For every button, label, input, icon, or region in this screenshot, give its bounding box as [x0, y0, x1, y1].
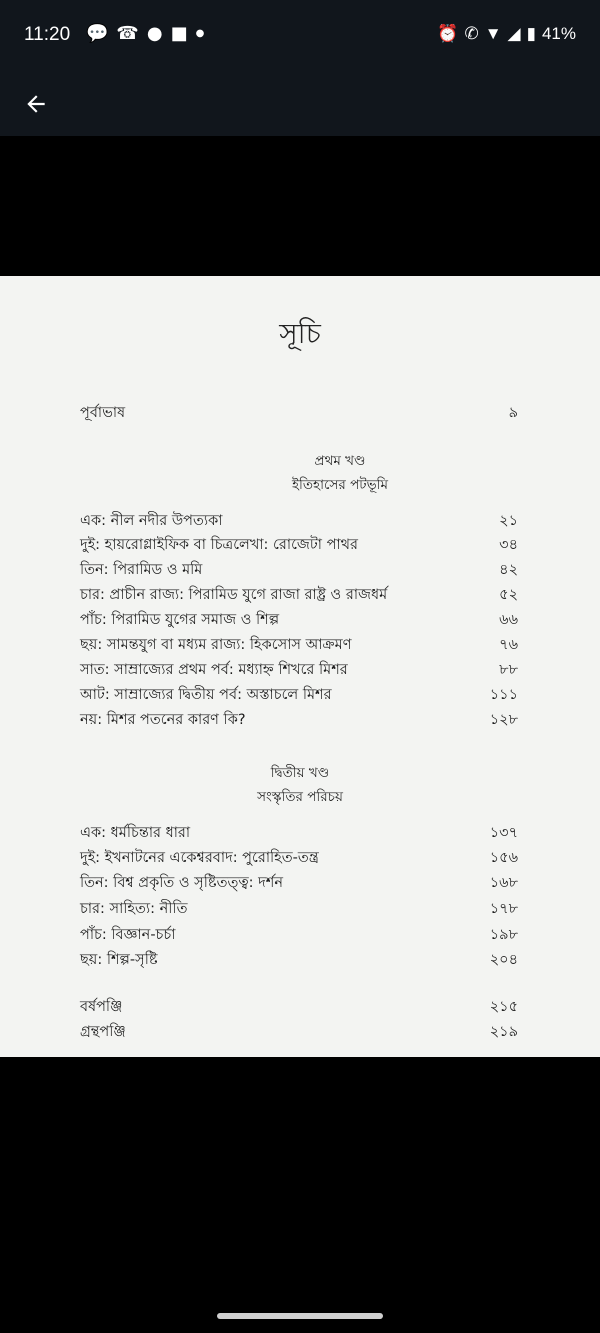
- toc-label: নয়: মিশর পতনের কারণ কি?: [80, 712, 246, 728]
- toc-item: [80, 510, 518, 534]
- toc-appendix: [80, 1021, 518, 1045]
- messages-icon: ●: [146, 23, 163, 44]
- toc-page: ৮৮: [499, 662, 518, 678]
- toc-item: [80, 872, 518, 896]
- toc-page: ১৩৭: [489, 825, 518, 841]
- part1-subheading: ইতিহাসের পটভূমি: [291, 477, 389, 493]
- toc-appendix: [80, 996, 518, 1020]
- toc-page: ২১৯: [489, 1024, 518, 1040]
- toc-item: [80, 924, 518, 948]
- system-icons: [437, 24, 576, 44]
- page-title: সূচি: [279, 317, 321, 350]
- toc-item: [80, 847, 518, 871]
- toc-label: পাঁচ: পিরামিড যুগের সমাজ ও শিল্প: [80, 612, 280, 628]
- notification-icons: [86, 22, 204, 46]
- book-page-photo: [0, 276, 600, 1057]
- toc-item: [80, 709, 518, 733]
- toc-page: ১২৮: [489, 712, 518, 728]
- part2-heading: দ্বিতীয় খণ্ড: [270, 765, 330, 781]
- alarm-icon: ⏰: [437, 24, 459, 43]
- toc-label: ছয়: সামন্তযুগ বা মধ্যম রাজ্য: হিকসোস আক্রমণ: [80, 637, 352, 653]
- toc-label: এক: ধর্মচিন্তার ধারা: [80, 825, 191, 841]
- part2-subheading: সংস্কৃতির পরিচয়: [257, 789, 343, 805]
- toc-page: ৬৬: [499, 612, 518, 628]
- gesture-navigation-bar[interactable]: [217, 1313, 383, 1319]
- missed-call-icon: ☎: [116, 23, 139, 44]
- toc-item: [80, 822, 518, 846]
- toc-label: চার: প্রাচীন রাজ্য: পিরামিড যুগে রাজা রাষ্ট্র ও রাজধর্ম: [80, 587, 388, 603]
- toc-page: ১৭৮: [489, 901, 518, 917]
- toc-label: ছয়: শিল্প-সৃষ্টি: [80, 952, 158, 968]
- toc-page: ৭৬: [499, 637, 518, 653]
- arrow-left-icon: [23, 91, 49, 117]
- status-bar: [0, 0, 600, 72]
- toc-page: ১৬৮: [489, 875, 518, 891]
- battery-percent: 41%: [541, 24, 576, 43]
- toc-label: চার: সাহিত্য: নীতি: [80, 901, 188, 917]
- toc-page: ৪২: [499, 562, 518, 578]
- toc-item: [80, 584, 518, 608]
- back-button[interactable]: [18, 86, 54, 122]
- toc-label: আট: সাম্রাজ্যের দ্বিতীয় পর্ব: অস্তাচলে মিশর: [80, 687, 332, 703]
- wifi-call-icon: ✆: [464, 24, 479, 43]
- toc-label: দুই: হায়রোগ্লাইফিক বা চিত্রলেখা: রোজেটা পাথর: [80, 537, 359, 553]
- toc-item: [80, 634, 518, 658]
- signal-icon: ◢: [507, 24, 521, 43]
- toc-label: পূর্বাভাষ: [80, 405, 126, 421]
- toc-label: গ্রন্থপঞ্জি: [80, 1024, 126, 1040]
- toc-preface: [80, 402, 518, 426]
- dot-icon: ●: [195, 28, 205, 39]
- toc-label: বর্ষপঞ্জি: [80, 999, 123, 1015]
- toc-page: ২০৪: [489, 952, 518, 968]
- toc-item: [80, 609, 518, 633]
- battery-icon: ▮: [526, 24, 536, 43]
- toc-item: [80, 534, 518, 558]
- toc-item: [80, 949, 518, 973]
- toc-item: [80, 659, 518, 683]
- toc-label: এক: নীল নদীর উপত্যকা: [80, 513, 223, 529]
- app-bar: [0, 72, 600, 136]
- toc-page: ৯: [508, 405, 518, 421]
- toc-label: তিন: বিশ্ব প্রকৃতি ও সৃষ্টিতত্ত্ব: দর্শন: [80, 875, 284, 891]
- toc-label: তিন: পিরামিড ও মমি: [80, 562, 203, 578]
- toc-item: [80, 559, 518, 583]
- toc-label: পাঁচ: বিজ্ঞান-চর্চা: [80, 927, 176, 943]
- app-icon: ■: [170, 23, 188, 44]
- toc-page: ২১৫: [489, 999, 518, 1015]
- toc-page: ২১: [499, 513, 518, 529]
- part1-heading: প্রথম খণ্ড: [314, 453, 366, 469]
- toc-page: ৩৪: [499, 537, 518, 553]
- chat-bubble-icon: 💬: [86, 23, 109, 44]
- status-time: 11:20: [24, 24, 71, 45]
- toc-page: ৫২: [499, 587, 518, 603]
- toc-label: সাত: সাম্রাজ্যের প্রথম পর্ব: মধ্যাহ্ন শিখরে মিশর: [80, 662, 348, 678]
- toc-page: ১১১: [489, 687, 518, 703]
- toc-item: [80, 898, 518, 922]
- toc-item: [80, 684, 518, 708]
- wifi-icon: ▼: [484, 24, 502, 43]
- toc-label: দুই: ইখনাটনের একেশ্বরবাদ: পুরোহিত-তন্ত্র: [80, 850, 319, 866]
- toc-page: ১৯৮: [489, 927, 518, 943]
- toc-page: ১৫৬: [489, 850, 518, 866]
